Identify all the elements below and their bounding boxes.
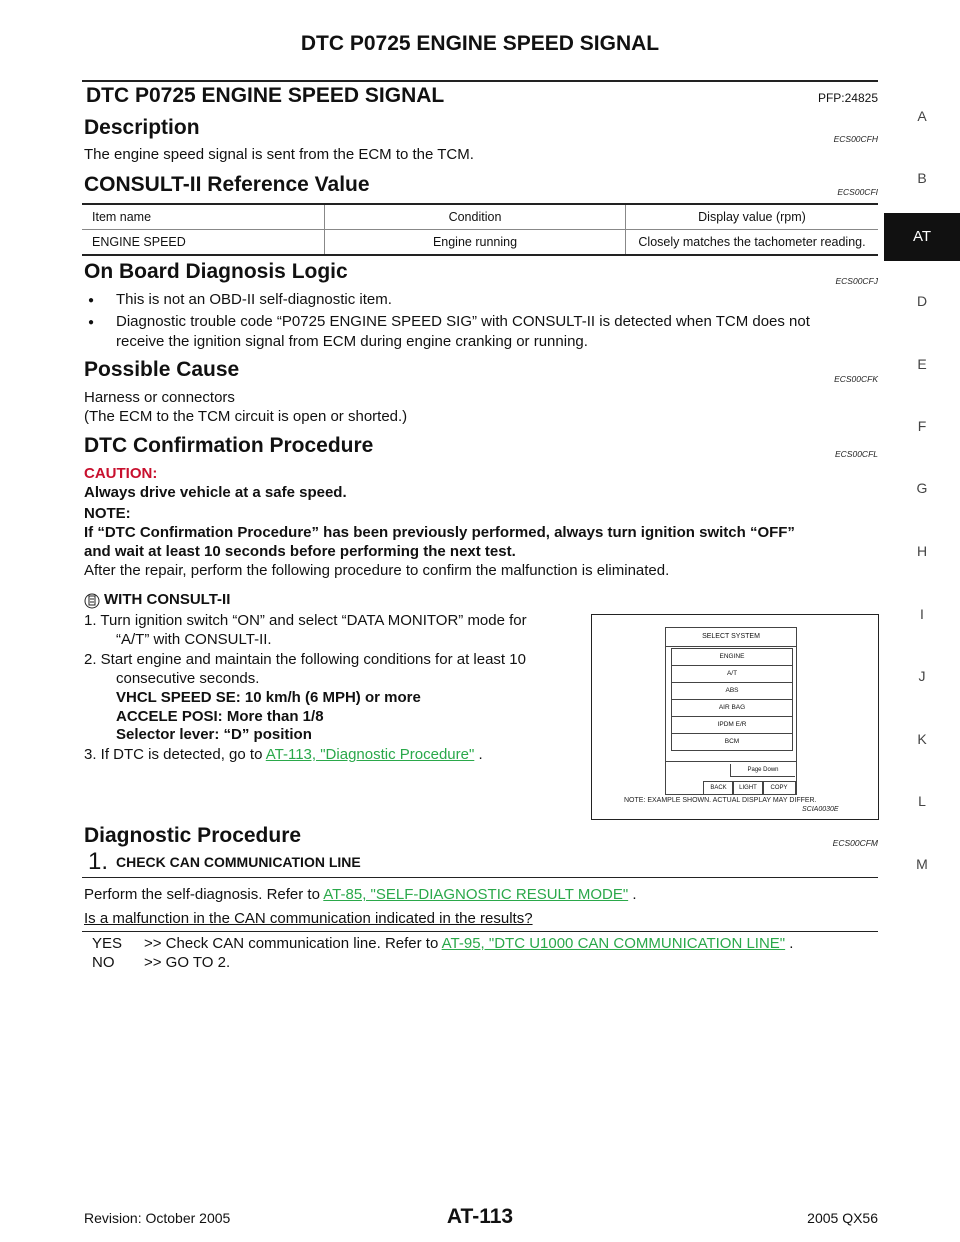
pfp-code: PFP:24825 <box>817 91 878 105</box>
side-tab-i[interactable]: I <box>920 606 924 622</box>
table-header-cell: Condition <box>325 204 626 230</box>
cause-code: ECS00CFK <box>834 374 878 384</box>
condition-speed: VHCL SPEED SE: 10 km/h (6 MPH) or more <box>116 689 421 706</box>
question-rule <box>82 931 878 932</box>
cause-heading: Possible Cause <box>84 358 240 381</box>
perform-text <box>84 885 637 905</box>
footer-page-number: AT-113 <box>446 1205 514 1228</box>
page-down-button[interactable]: Page Down <box>730 764 795 777</box>
light-button[interactable]: LIGHT <box>732 781 764 795</box>
question-text: Is a malfunction in the CAN communication indicated in the results? <box>84 910 533 927</box>
no-answer: >> GO TO 2. <box>144 954 231 971</box>
step-title: CHECK CAN COMMUNICATION LINE <box>116 854 361 870</box>
description-code: ECS00CFH <box>833 134 878 144</box>
condition-accel: ACCELE POSI: More than 1/8 <box>116 708 324 725</box>
onboard-code: ECS00CFJ <box>835 276 878 286</box>
footer-revision: Revision: October 2005 <box>84 1210 231 1226</box>
side-tab-l[interactable]: L <box>918 793 926 809</box>
caution-text: Always drive vehicle at a safe speed. <box>84 484 347 501</box>
onboard-bullet-2-cont: receive the ignition signal from ECM during engine cranking or running. <box>116 333 588 350</box>
side-tab-g[interactable]: G <box>916 480 928 496</box>
diagnostic-procedure-link[interactable]: AT-113, "Diagnostic Procedure" <box>265 746 475 763</box>
onboard-bullet-2: Diagnostic trouble code “P0725 ENGINE SPEED SIG” with CONSULT-II is detected when TCM does not <box>116 313 810 330</box>
step-1-line-2: “A/T” with CONSULT-II. <box>116 631 272 648</box>
screen-item-at[interactable]: A/T <box>671 665 793 683</box>
description-heading: Description <box>84 116 200 139</box>
table-cell: ENGINE SPEED <box>92 235 186 249</box>
step-3-suffix: . <box>474 746 483 763</box>
screen-divider <box>666 761 796 762</box>
step-3 <box>84 745 483 765</box>
figure-code: SCIA0030E <box>802 806 839 813</box>
copy-button[interactable]: COPY <box>762 781 796 795</box>
screen-item-abs[interactable]: ABS <box>671 682 793 700</box>
footer-model: 2005 QX56 <box>807 1210 878 1226</box>
perform-suffix: . <box>628 886 637 903</box>
screen-item-airbag[interactable]: AIR BAG <box>671 699 793 717</box>
side-tab-b[interactable]: B <box>917 170 927 186</box>
reference-code: ECS00CFI <box>837 187 878 197</box>
cause-line-2: (The ECM to the TCM circuit is open or shorted.) <box>84 408 408 425</box>
yes-prefix: >> Check CAN communication line. Refer to <box>144 935 442 952</box>
side-tab-k[interactable]: K <box>917 731 927 747</box>
with-consult-label: WITH CONSULT-II <box>104 591 231 608</box>
consult-icon <box>84 592 100 608</box>
table-header-cell: Item name <box>82 204 325 230</box>
note-line-2: and wait at least 10 seconds before performing the next test. <box>84 543 516 560</box>
onboard-heading: On Board Diagnosis Logic <box>84 260 348 283</box>
self-diagnostic-link[interactable]: AT-85, "SELF-DIAGNOSTIC RESULT MODE" <box>323 886 629 903</box>
table-cell: Closely matches the tachometer reading. <box>626 230 879 256</box>
header-rule <box>82 80 878 82</box>
onboard-bullet-1: This is not an OBD-II self-diagnostic item. <box>116 291 392 308</box>
diagnostic-heading: Diagnostic Procedure <box>84 824 302 847</box>
step-number: 1. <box>88 848 109 875</box>
yes-answer <box>144 934 793 954</box>
screen-title: SELECT SYSTEM <box>666 628 796 647</box>
screen-item-ipdm[interactable]: IPDM E/R <box>671 716 793 734</box>
perform-prefix: Perform the self-diagnosis. Refer to <box>84 886 324 903</box>
side-tab-m[interactable]: M <box>916 856 928 872</box>
reference-table <box>82 203 878 256</box>
table-cell: Engine running <box>325 230 626 256</box>
step-2-line-1: 2. Start engine and maintain the following conditions for at least 10 <box>84 651 526 668</box>
table-row <box>82 230 878 256</box>
description-text: The engine speed signal is sent from the ECM to the TCM. <box>84 146 474 163</box>
consult-screen <box>665 627 797 795</box>
yes-label: YES <box>92 935 123 952</box>
caution-label: CAUTION: <box>84 465 158 482</box>
side-tab-at[interactable]: AT <box>884 213 960 261</box>
yes-suffix: . <box>785 935 794 952</box>
figure-note: NOTE: EXAMPLE SHOWN. ACTUAL DISPLAY MAY DIFFER. <box>624 797 817 804</box>
step-2-line-2: consecutive seconds. <box>116 670 260 687</box>
step-3-prefix: 3. If DTC is detected, go to <box>84 746 266 763</box>
reference-heading: CONSULT-II Reference Value <box>84 173 370 196</box>
note-label: NOTE: <box>84 505 131 522</box>
condition-selector: Selector lever: “D” position <box>116 726 312 743</box>
can-line-link[interactable]: AT-95, "DTC U1000 CAN COMMUNICATION LINE" <box>441 935 786 952</box>
section-title: DTC P0725 ENGINE SPEED SIGNAL <box>86 84 445 107</box>
back-button[interactable]: BACK <box>703 781 734 795</box>
bullet-icon: ● <box>88 295 95 306</box>
side-tab-d[interactable]: D <box>916 293 928 309</box>
cause-line-1: Harness or connectors <box>84 389 235 406</box>
table-header-cell: Display value (rpm) <box>626 204 879 230</box>
step-1-line-1: 1. Turn ignition switch “ON” and select “DATA MONITOR” mode for <box>84 612 527 629</box>
confirmation-heading: DTC Confirmation Procedure <box>84 434 374 457</box>
bullet-icon: ● <box>88 317 95 328</box>
screen-item-bcm[interactable]: BCM <box>671 733 793 751</box>
table-header-row <box>82 204 878 230</box>
side-tab-a[interactable]: A <box>917 108 927 124</box>
side-tab-j[interactable]: J <box>918 668 926 684</box>
side-tab-f[interactable]: F <box>917 418 927 434</box>
no-label: NO <box>92 954 115 971</box>
confirmation-code: ECS00CFL <box>835 449 878 459</box>
page-header-title: DTC P0725 ENGINE SPEED SIGNAL <box>300 32 660 55</box>
step-rule <box>82 877 878 878</box>
note-line-1: If “DTC Confirmation Procedure” has been previously performed, always turn ignition switch “OFF” <box>84 524 795 541</box>
screen-item-engine[interactable]: ENGINE <box>671 648 793 666</box>
diagnostic-code: ECS00CFM <box>832 838 878 848</box>
side-tab-h[interactable]: H <box>916 543 928 559</box>
after-repair-text: After the repair, perform the following procedure to confirm the malfunction is eliminated. <box>84 562 670 579</box>
side-tab-e[interactable]: E <box>917 356 927 372</box>
